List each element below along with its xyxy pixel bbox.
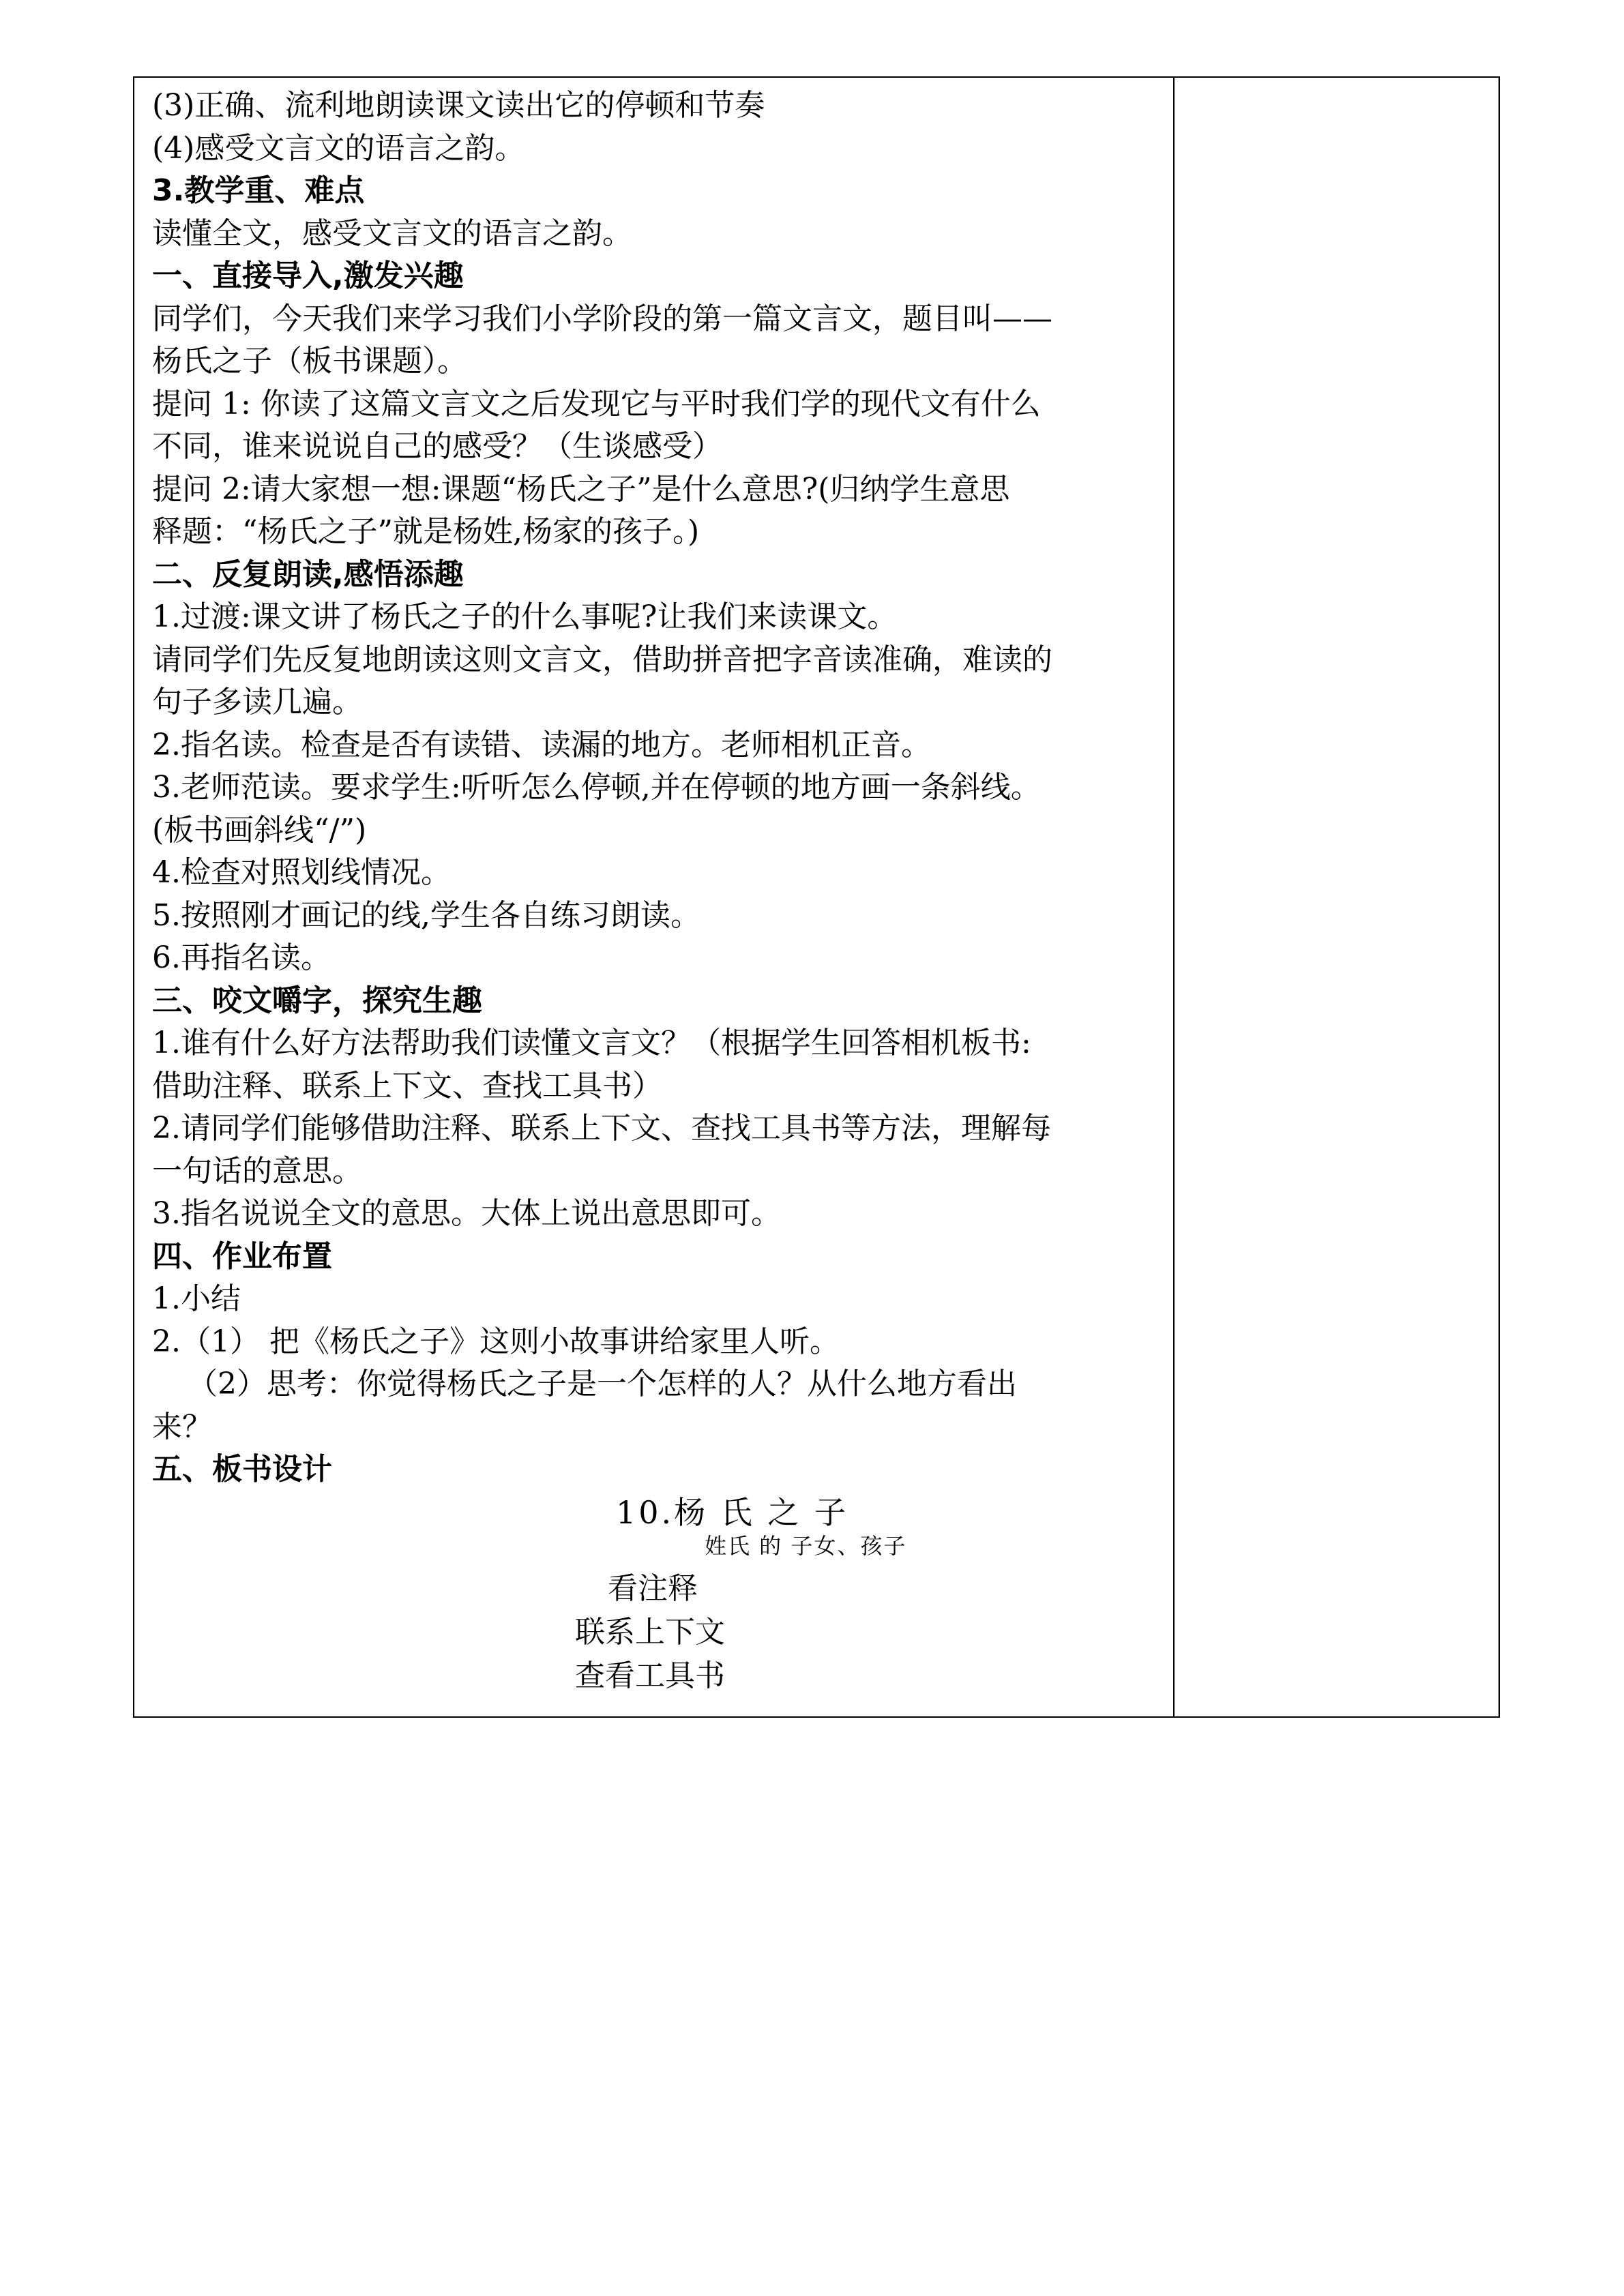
text-line: 1.谁有什么好方法帮助我们读懂文言文？（根据学生回答相机板书:: [152, 1026, 1031, 1060]
text-line: 2.指名读。检查是否有读错、读漏的地方。老师相机正音。: [152, 727, 931, 762]
lesson-lines: [152, 85, 1161, 1491]
text-line: 1.小结: [152, 1281, 241, 1316]
section-heading: 3.教学重、难点: [152, 173, 365, 208]
text-line: 读懂全文，感受文言文的语言之韵。: [152, 215, 632, 251]
text-line: 借助注释、联系上下文、查找工具书）: [152, 1068, 662, 1103]
text-line: 提问 1: 你读了这篇文言文之后发现它与平时我们学的现代文有什么: [152, 386, 1041, 421]
text-line: (板书画斜线“/”): [152, 812, 367, 848]
board-line-reference: 查看工具书: [575, 1658, 725, 1693]
text-line: 5.按照刚才画记的线,学生各自练习朗读。: [152, 897, 700, 933]
text-line: 1.过渡:课文讲了杨氏之子的什么事呢?让我们来读课文。: [152, 599, 898, 634]
text-line: (3)正确、流利地朗读课文读出它的停顿和节奏: [152, 88, 765, 123]
text-line: 2.请同学们能够借助注释、联系上下文、查找工具书等方法，理解每: [152, 1111, 1051, 1146]
lesson-content-cell: [134, 77, 1174, 1717]
text-line: 同学们，今天我们来学习我们小学阶段的第一篇文言文，题目叫——: [152, 301, 1052, 336]
lesson-content: [134, 78, 1173, 1716]
text-line: 3.老师范读。要求学生:听听怎么停顿,并在停顿的地方画一条斜线。: [152, 770, 1041, 805]
text-line: 请同学们先反复地朗读这则文言文，借助拼音把字音读准确，难读的: [152, 642, 1052, 677]
lesson-plan-table: [133, 76, 1500, 1718]
text-line: 杨氏之子（板书课题）。: [152, 344, 467, 378]
text-line: 4.检查对照划线情况。: [152, 855, 451, 890]
text-line: 3.指名说说全文的意思。大体上说出意思即可。: [152, 1196, 781, 1231]
text-line: 句子多读几遍。: [152, 685, 362, 719]
text-line: 释题：“杨氏之子”就是杨姓,杨家的孩子。): [152, 514, 700, 549]
section-heading: 四、作业布置: [152, 1238, 332, 1274]
text-line: （2）思考：你觉得杨氏之子是一个怎样的人？从什么地方看出: [188, 1367, 1017, 1401]
blackboard-design: [152, 1491, 1161, 1716]
board-subtitle: 姓氏 的 子女、孩子: [705, 1532, 907, 1559]
notes-column-cell: [1174, 77, 1499, 1717]
text-line: 提问 2:请大家想一想:课题“杨氏之子”是什么意思?(归纳学生意思: [152, 471, 1010, 507]
section-heading: 三、咬文嚼字，探究生趣: [152, 983, 482, 1018]
section-heading: 二、反复朗读,感悟添趣: [152, 556, 464, 592]
board-line-annotation: 看注释: [608, 1570, 698, 1606]
text-line: (4)感受文言文的语言之韵。: [152, 130, 525, 166]
board-title: 10.杨 氏 之 子: [616, 1493, 849, 1531]
section-heading: 一、直接导入,激发兴趣: [152, 258, 464, 293]
board-line-context: 联系上下文: [575, 1614, 725, 1650]
text-line: 6.再指名读。: [152, 940, 331, 975]
text-line: 2.（1） 把《杨氏之子》这则小故事讲给家里人听。: [152, 1324, 840, 1359]
section-heading: 五、板书设计: [152, 1452, 332, 1487]
text-line: 不同，谁来说说自己的感受？（生谈感受）: [152, 429, 722, 464]
text-line: 来？: [152, 1409, 212, 1444]
text-line: 一句话的意思。: [152, 1153, 362, 1189]
